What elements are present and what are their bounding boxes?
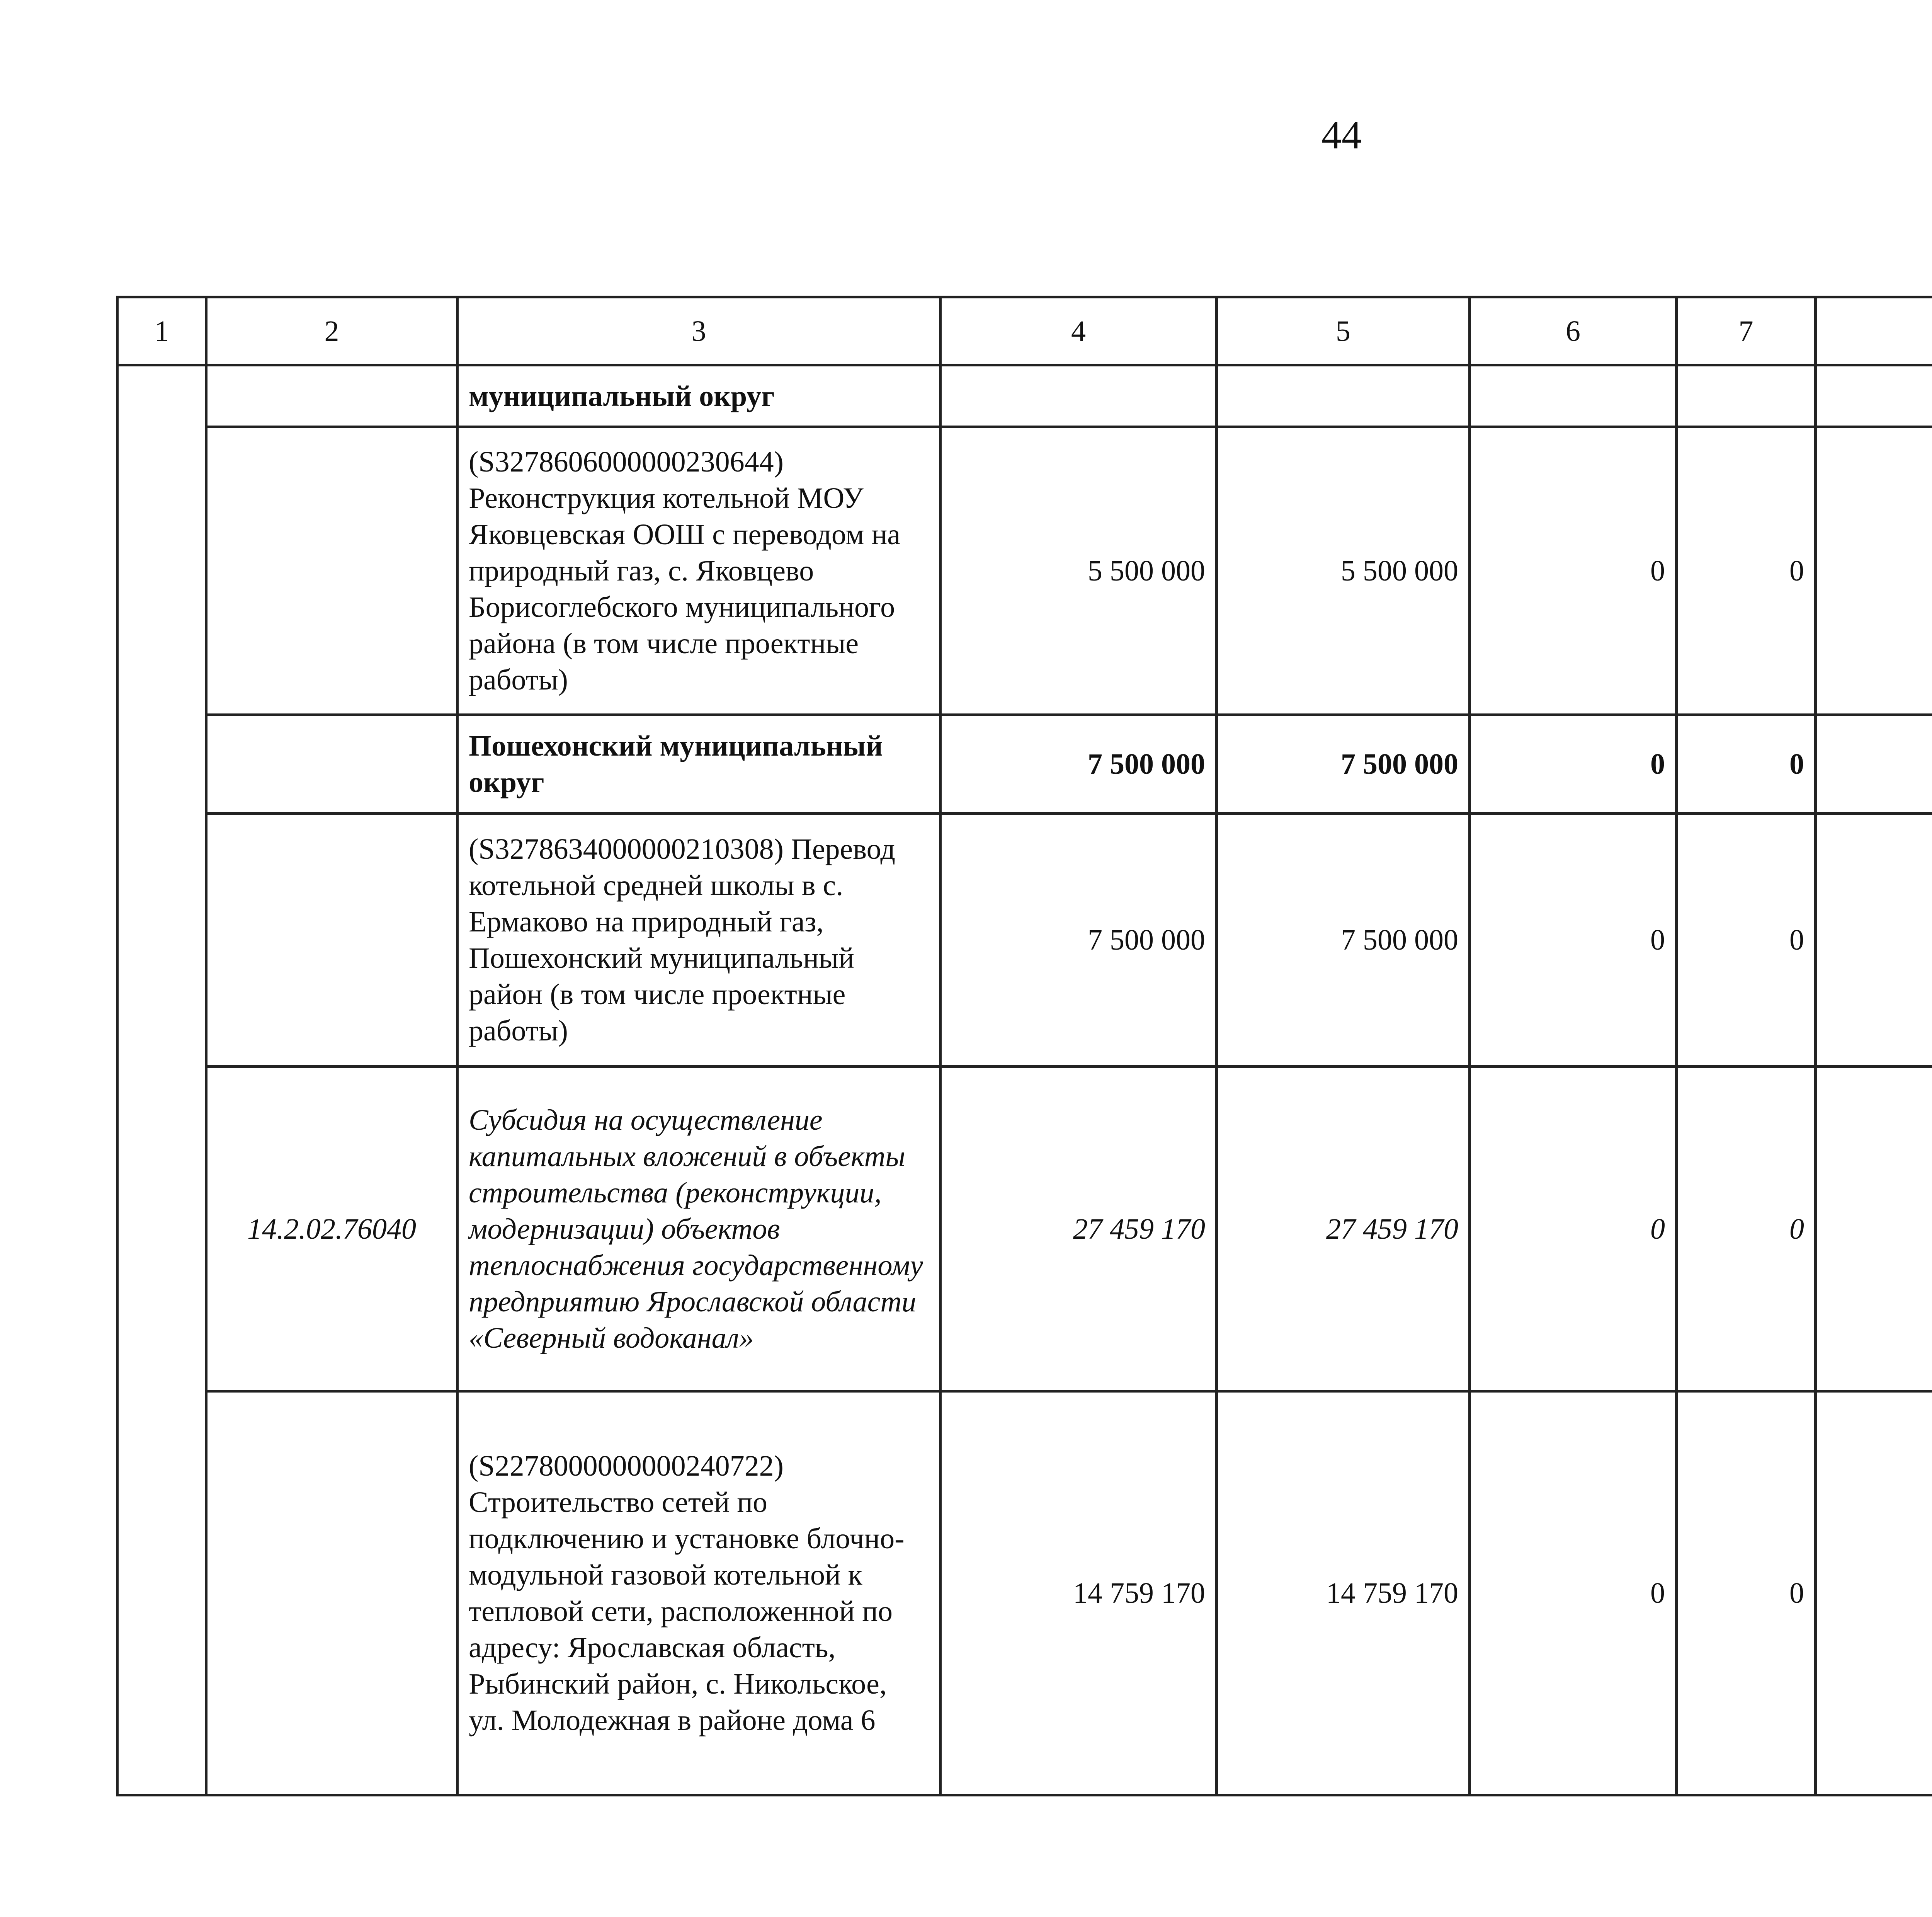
table-row [117, 814, 1932, 1067]
table-row [117, 427, 1932, 715]
table-row [117, 715, 1932, 814]
value-cell: 7 500 000 [940, 814, 1217, 1067]
value-cell: 0 [1677, 1067, 1816, 1391]
value-cell [1816, 715, 1932, 814]
code-cell [206, 427, 457, 715]
value-cell: 0 [1470, 1067, 1677, 1391]
value-cell: 0 [1470, 427, 1677, 715]
header-cell: 6 [1470, 297, 1677, 365]
name-cell: Пошехонский муниципальный округ [457, 715, 940, 814]
value-cell: 0 [1677, 427, 1816, 715]
value-cell: 27 459 170 [940, 1067, 1217, 1391]
value-cell [940, 365, 1217, 427]
header-cell: 5 [1217, 297, 1470, 365]
row-number-cell [117, 365, 206, 1795]
value-cell: 0 [1677, 1391, 1816, 1795]
name-cell: (S3278634000000210308) Перевод котельной средней школы в с. Ермаково на природный газ, Пошехонский муниципальный район (в том числе проектные работы) [457, 814, 940, 1067]
value-cell [1470, 365, 1677, 427]
value-cell: 5 500 000 [1217, 427, 1470, 715]
value-cell [1217, 365, 1470, 427]
page-number-text: 44 [1321, 113, 1362, 157]
value-cell: 0 [1677, 715, 1816, 814]
name-cell: муниципальный округ [457, 365, 940, 427]
value-cell [1677, 365, 1816, 427]
value-cell [1816, 1067, 1932, 1391]
value-cell: 0 [1470, 814, 1677, 1067]
table-row [117, 1067, 1932, 1391]
name-cell: (S2278000000000240722) Строительство сетей по подключению и установке блочно-модульной газовой котельной к тепловой сети, расположенной по адресу: Ярославская область, Рыбинский район, с. Никольское, ул. Молодежная в районе дома 6 [457, 1391, 940, 1795]
header-cell: 7 [1677, 297, 1816, 365]
value-cell: 0 [1470, 1391, 1677, 1795]
table-row [117, 1391, 1932, 1795]
code-cell: 14.2.02.76040 [206, 1067, 457, 1391]
code-cell [206, 1391, 457, 1795]
value-cell [1816, 1391, 1932, 1795]
value-cell: 27 459 170 [1217, 1067, 1470, 1391]
code-cell [206, 814, 457, 1067]
value-cell [1816, 814, 1932, 1067]
name-cell: Субсидия на осуществление капитальных вложений в объекты строительства (реконструкции, модернизации) объектов теплоснабжения государственному предприятию Ярославской области «Северный водоканал» [457, 1067, 940, 1391]
value-cell [1816, 365, 1932, 427]
value-cell: 0 [1470, 715, 1677, 814]
value-cell [1816, 427, 1932, 715]
header-cell: 4 [940, 297, 1217, 365]
table-row [117, 365, 1932, 427]
value-cell: 14 759 170 [940, 1391, 1217, 1795]
value-cell: 0 [1677, 814, 1816, 1067]
table-header-row [117, 297, 1932, 365]
value-cell: 7 500 000 [940, 715, 1217, 814]
code-cell [206, 365, 457, 427]
name-cell: (S3278606000000230644) Реконструкция котельной МОУ Яковцевская ООШ с переводом на природный газ, с. Яковцево Борисоглебского муниципального района (в том числе проектные работы) [457, 427, 940, 715]
budget-table [116, 296, 1932, 1796]
header-cell: 1 [117, 297, 206, 365]
header-cell [1816, 297, 1932, 365]
value-cell: 7 500 000 [1217, 715, 1470, 814]
header-cell: 2 [206, 297, 457, 365]
value-cell: 14 759 170 [1217, 1391, 1470, 1795]
code-cell [206, 715, 457, 814]
value-cell: 5 500 000 [940, 427, 1217, 715]
value-cell: 7 500 000 [1217, 814, 1470, 1067]
header-cell: 3 [457, 297, 940, 365]
